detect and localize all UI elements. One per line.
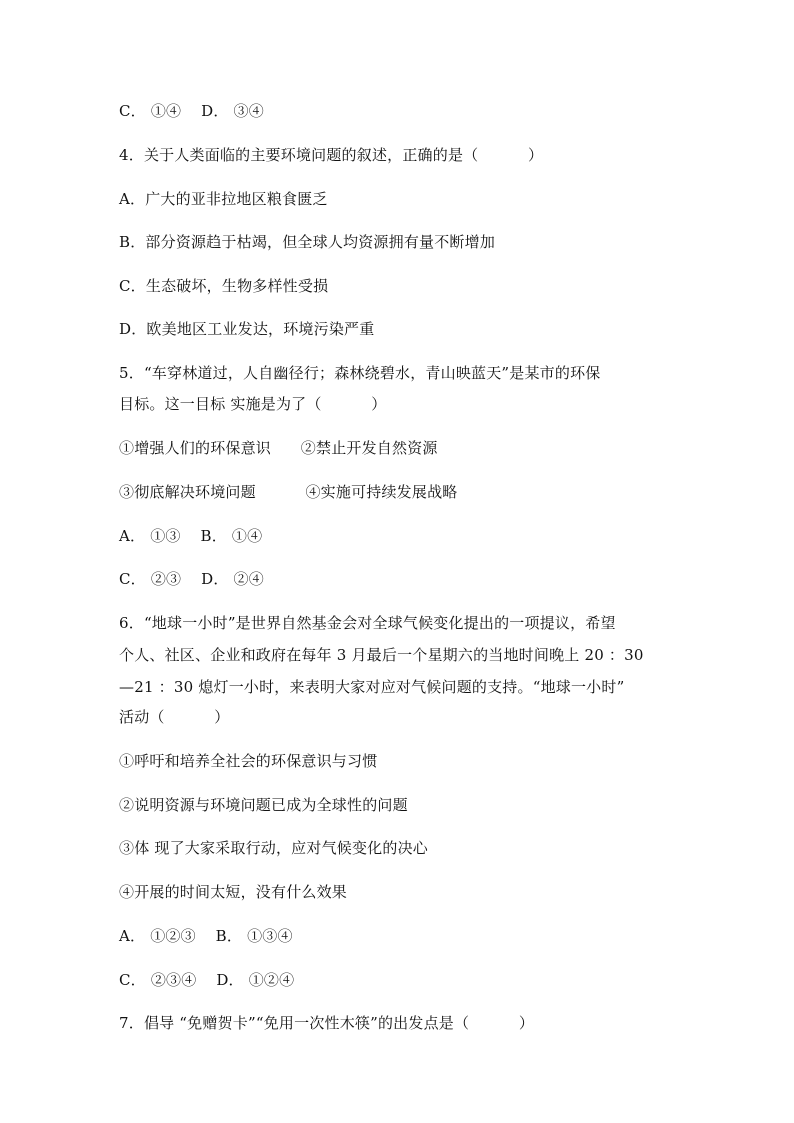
q4-option-b: B．部分资源趋于枯竭，但全球人均资源拥有量不断增加 (119, 233, 496, 251)
q5-stem-line2: 目标。这一目标 实施是为了（ ） (119, 395, 387, 413)
q5-stem-line1: 5．“车穿林道过，人自幽径行；森林绕碧水，青山映蓝天”是某市的环保 (119, 364, 601, 382)
q3-options-cd: C． ①④ D． ③④ (119, 102, 264, 120)
q4-option-d: D．欧美地区工业发达，环境污染严重 (119, 320, 375, 338)
q6-statement-1: ①呼吁和培养全社会的环保意识与习惯 (119, 752, 378, 770)
q6-stem-line3: —21 ：30 熄灯一小时，来表明大家对应对气候问题的支持。“地球一小时” (119, 678, 625, 696)
q6-options-ab: A． ①②③ B． ①③④ (119, 927, 293, 945)
q4-option-c: C．生态破坏，生物多样性受损 (119, 277, 329, 295)
q6-options-cd: C． ②③④ D． ①②④ (119, 971, 295, 989)
q6-statement-3: ③体 现了大家采取行动，应对气候变化的决心 (119, 839, 428, 857)
q5-statements-34: ③彻底解决环境问题 ④实施可持续发展战略 (119, 483, 458, 501)
q6-statement-2: ②说明资源与环境问题已成为全球性的问题 (119, 796, 408, 814)
q5-options-ab: A． ①③ B． ①④ (119, 527, 263, 545)
q6-stem-line1: 6．“地球一小时”是世界自然基金会对全球气候变化提出的一项提议，希望 (119, 614, 616, 632)
q4-option-a: A．广大的亚非拉地区粮食匮乏 (119, 190, 328, 208)
q5-statements-12: ①增强人们的环保意识 ②禁止开发自然资源 (119, 439, 438, 457)
q7-stem: 7．倡导 “免赠贺卡”“免用一次性木筷”的出发点是（ ） (119, 1014, 535, 1032)
q6-stem-line4: 活动（ ） (119, 708, 230, 726)
q5-options-cd: C． ②③ D． ②④ (119, 570, 264, 588)
q4-stem: 4．关于人类面临的主要环境问题的叙述，正确的是（ ） (119, 146, 544, 164)
q6-statement-4: ④开展的时间太短，没有什么效果 (119, 883, 348, 901)
q6-stem-line2: 个人、社区、企业和政府在每年 3 月最后一个星期六的当地时间晚上 20 ：30 (119, 646, 644, 664)
